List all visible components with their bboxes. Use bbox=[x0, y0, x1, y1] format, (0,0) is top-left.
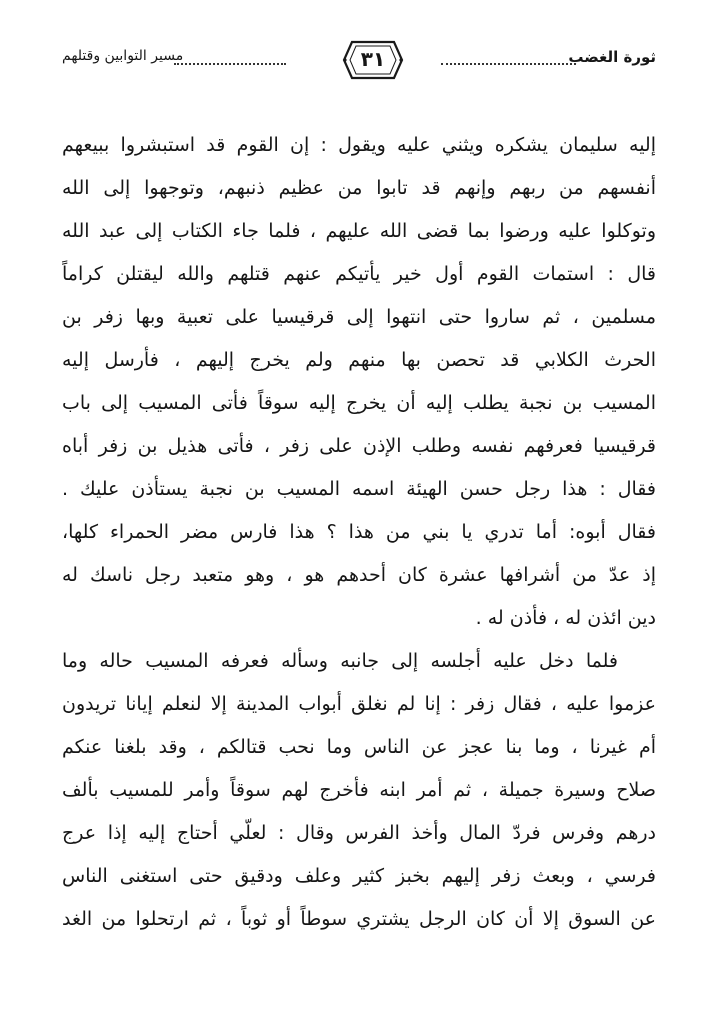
text-line: صلاح وسيرة جميلة ، ثم أمر ابنه فأخرج لهم سوقاً وأمر للمسيب بألف bbox=[62, 779, 656, 801]
text-line: قال : استمات القوم أول خير يأتيكم عنهم قتلهم والله ليقتلن كراماً bbox=[62, 263, 656, 285]
paragraph-2 bbox=[62, 640, 656, 941]
header-dotted-leader-right bbox=[441, 63, 576, 65]
text-line: فقال : هذا رجل حسن الهيئة اسمه المسيب بن نجبة يستأذن عليك . bbox=[62, 478, 656, 500]
text-line: الحرث الكلابي قد تحصن بها منهم ولم يخرج إليهم ، فأرسل إليه bbox=[62, 349, 656, 371]
text-line: أم غيرنا ، وما بنا عجز عن الناس وما نحب قتالكم ، وقد بلغنا عنكم bbox=[62, 736, 656, 758]
text-line: المسيب بن نجبة يطلب إليه أن يخرج إليه سوقاً فأتى المسيب إلى باب bbox=[62, 392, 656, 414]
chapter-title: مسير التوابين وقتلهم bbox=[62, 48, 184, 64]
page-number-ornament bbox=[342, 38, 404, 82]
text-line: مسلمين ، ثم ساروا حتى انتهوا إلى قرقيسيا على تعبية وبها زفر بن bbox=[62, 306, 656, 328]
text-line: درهم وفرس فردّ المال وأخذ الفرس وقال : لعلّي أحتاج إليه إذا عرج bbox=[62, 822, 656, 844]
text-line: إليه سليمان يشكره ويثني عليه ويقول : إن القوم قد استبشروا ببيعهم bbox=[62, 134, 656, 156]
page-number: ٣١ bbox=[360, 47, 386, 71]
text-line: فقال أبوه: أما تدري يا بني من هذا ؟ هذا فارس مضر الحمراء كلها، bbox=[62, 521, 656, 543]
paragraph-1 bbox=[62, 124, 656, 640]
text-line: فرسي ، وبعث زفر إليهم بخبز كثير وعلف ودقيق حتى استغنى الناس bbox=[62, 865, 656, 887]
text-line: عن السوق إلا أن كان الرجل يشتري سوطاً أو ثوباً ، ثم ارتحلوا من الغد bbox=[62, 908, 656, 930]
text-line-paragraph-start: فلما دخل عليه أجلسه إلى جانبه وسأله فعرفه المسيب حاله وما bbox=[62, 650, 618, 672]
running-header bbox=[62, 38, 656, 84]
book-title: ثورة الغضب bbox=[568, 48, 656, 66]
text-line: إذ عدّ من أشرافها عشرة كان أحدهم هو ، وهو متعبد رجل ناسك له bbox=[62, 564, 656, 586]
text-line: قرقيسيا فعرفهم نفسه وطلب الإذن على زفر ، فأتى هذيل بن زفر أباه bbox=[62, 435, 656, 457]
header-dotted-leader-left bbox=[174, 63, 286, 65]
text-line: عزموا عليه ، فقال زفر : إنا لم نغلق أبواب المدينة إلا لنعلم إيانا تريدون bbox=[62, 693, 656, 715]
body-text bbox=[62, 124, 656, 941]
text-line: وتوكلوا عليه ورضوا بما قضى الله عليهم ، فلما جاء الكتاب إلى عبد الله bbox=[62, 220, 656, 242]
text-line-paragraph-end: دين ائذن له ، فأذن له . bbox=[475, 607, 656, 629]
text-line: أنفسهم من ربهم وإنهم قد تابوا من عظيم ذنبهم، وتوجهوا إلى الله bbox=[62, 177, 656, 199]
